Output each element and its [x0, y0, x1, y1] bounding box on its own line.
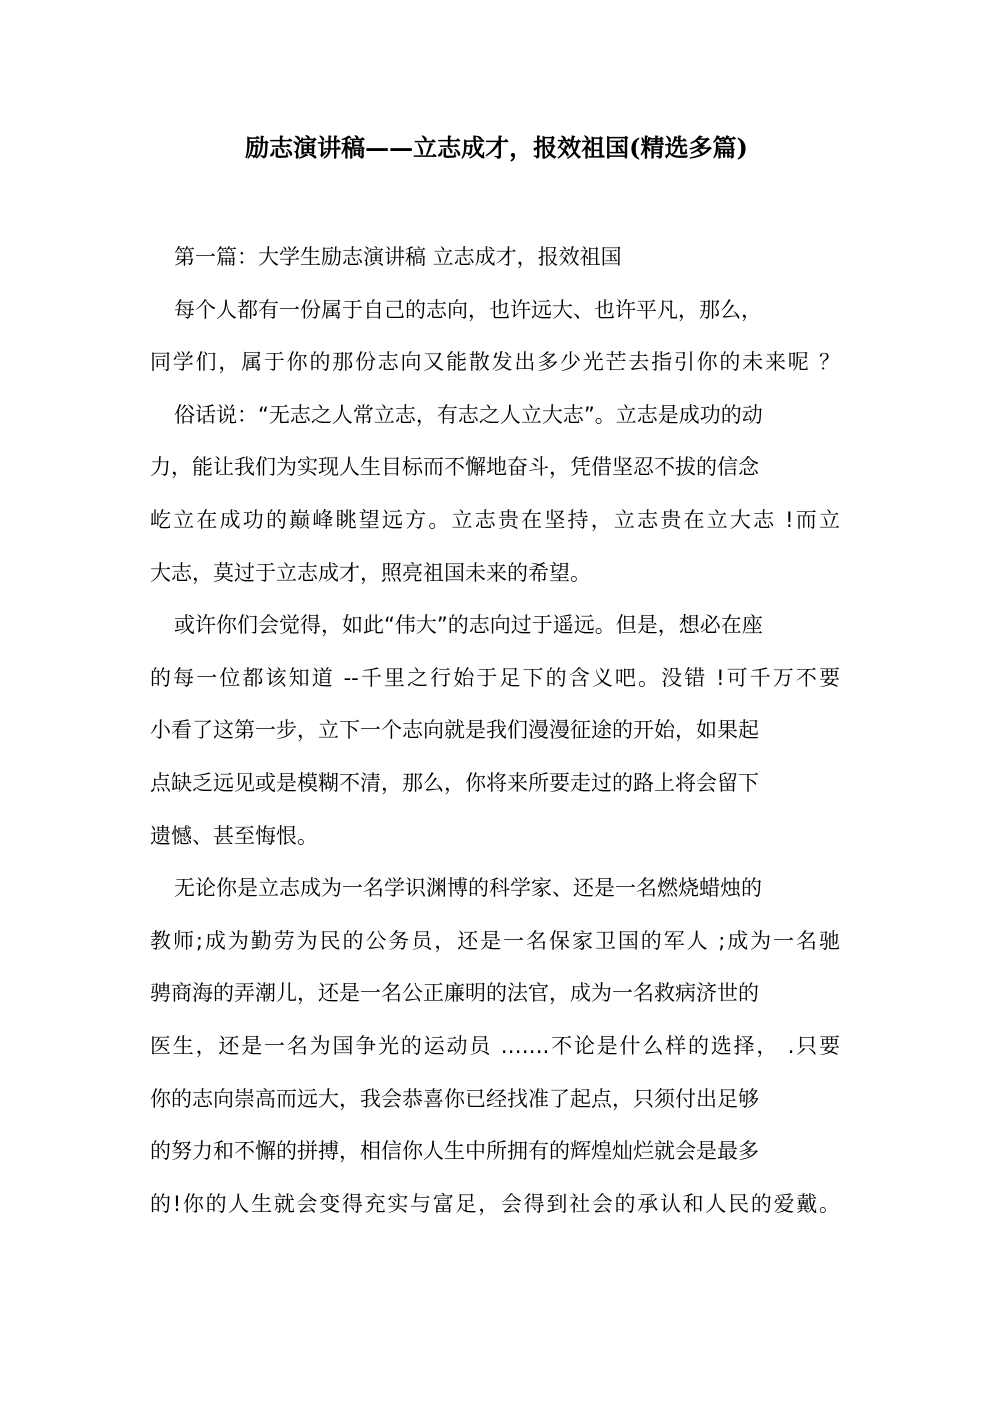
- line-15: 骋商海的弄潮儿，还是一名公正廉明的法官，成为一名救病济世的: [150, 981, 759, 1006]
- line-10: 小看了这第一步，立下一个志向就是我们漫漫征途的开始，如果起: [150, 718, 759, 743]
- line-12: 遗憾、甚至悔恨。: [150, 823, 318, 848]
- line-16: 医生，还是一名为国争光的运动员 …….不论是什么样的选择， .只要: [150, 1033, 840, 1058]
- line-1: 第一篇：大学生励志演讲稿 立志成才，报效祖国: [174, 245, 622, 269]
- document-title: 励志演讲稿——立志成才，报效祖国(精选多篇): [245, 133, 748, 162]
- line-19: 的!你的人生就会变得充实与富足，会得到社会的承认和人民的爱戴。: [150, 1191, 840, 1216]
- line-9: 的每一位都该知道 --千里之行始于足下的含义吧。没错 !可千万不要: [150, 665, 840, 690]
- line-8: 或许你们会觉得，如此“伟大”的志向过于遥远。但是，想必在座: [174, 613, 763, 638]
- line-14: 教师;成为勤劳为民的公务员，还是一名保家卫国的军人 ;成为一名驰: [150, 928, 840, 953]
- line-6: 屹立在成功的巅峰眺望远方。立志贵在坚持，立志贵在立大志 !而立: [150, 507, 840, 532]
- line-3: 同学们，属于你的那份志向又能散发出多少光芒去指引你的未来呢 ？: [150, 350, 840, 375]
- line-7: 大志，莫过于立志成才，照亮祖国未来的希望。: [150, 560, 591, 585]
- document-body: [150, 231, 840, 1230]
- line-17: 你的志向崇高而远大，我会恭喜你已经找准了起点，只须付出足够: [150, 1086, 759, 1111]
- line-13: 无论你是立志成为一名学识渊博的科学家、还是一名燃烧蜡烛的: [174, 876, 762, 901]
- line-5: 力，能让我们为实现人生目标而不懈地奋斗，凭借坚忍不拔的信念: [150, 455, 759, 480]
- line-18: 的努力和不懈的拼搏，相信你人生中所拥有的辉煌灿烂就会是最多: [150, 1139, 759, 1164]
- line-4: 俗话说：“无志之人常立志，有志之人立大志”。立志是成功的动: [174, 402, 763, 427]
- line-2: 每个人都有一份属于自己的志向，也许远大、也许平凡，那么，: [174, 297, 762, 322]
- line-11: 点缺乏远见或是模糊不清，那么，你将来所要走过的路上将会留下: [150, 770, 759, 795]
